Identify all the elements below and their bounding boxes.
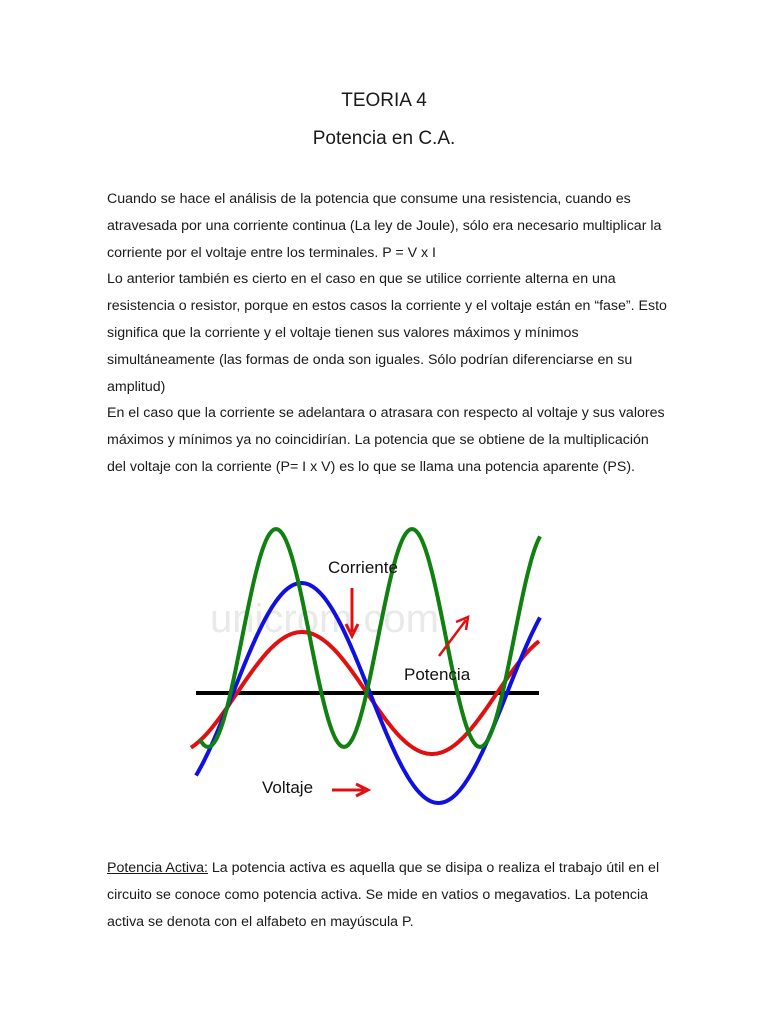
label-voltaje: Voltaje xyxy=(262,778,314,797)
label-corriente: Corriente xyxy=(328,558,398,577)
section-heading: Potencia Activa: xyxy=(107,860,208,876)
section-paragraph xyxy=(107,855,667,935)
paragraph-1: Cuando se hace el análisis de la potencia que consume una resistencia, cuando es atravesada por una corriente continua (La ley de Joule), sólo era necesario multiplicar la corriente por el voltaje entre los terminales. P = V x I xyxy=(107,191,662,261)
document-title: TEORIA 4 xyxy=(341,90,427,111)
waveform-diagram xyxy=(188,520,544,820)
paragraph-2: Lo anterior también es cierto en el caso en que se utilice corriente alterna en una resistencia o resistor, porque en estos casos la corriente y el voltaje están en “fase”. Esto significa que la corriente y el voltaje tienen sus valores máximos y mínimos simultáneamente (las formas de onda son iguales. Sólo podrían diferenciarse en su amplitud) xyxy=(107,271,667,395)
label-potencia: Potencia xyxy=(404,665,471,684)
section-potencia-activa xyxy=(107,855,667,935)
watermark: unicrom.com xyxy=(210,597,439,641)
waveform-figure xyxy=(188,520,544,820)
paragraph-3: En el caso que la corriente se adelantara o atrasara con respecto al voltaje y sus valores máximos y mínimos ya no coincidirían. La potencia que se obtiene de la multiplicación del voltaje con la corriente (P= I x V) es lo que se llama una potencia aparente (PS). xyxy=(107,405,665,475)
section-text: La potencia activa es aquella que se disipa o realiza el trabajo útil en el circuito se conoce como potencia activa. Se mide en vatios o megavatios. La potencia activa se denota con el alfabeto en mayúscula P. xyxy=(107,860,660,930)
arrow-right-icon xyxy=(332,784,368,796)
intro-text xyxy=(107,186,667,481)
document-subtitle: Potencia en C.A. xyxy=(312,128,456,149)
